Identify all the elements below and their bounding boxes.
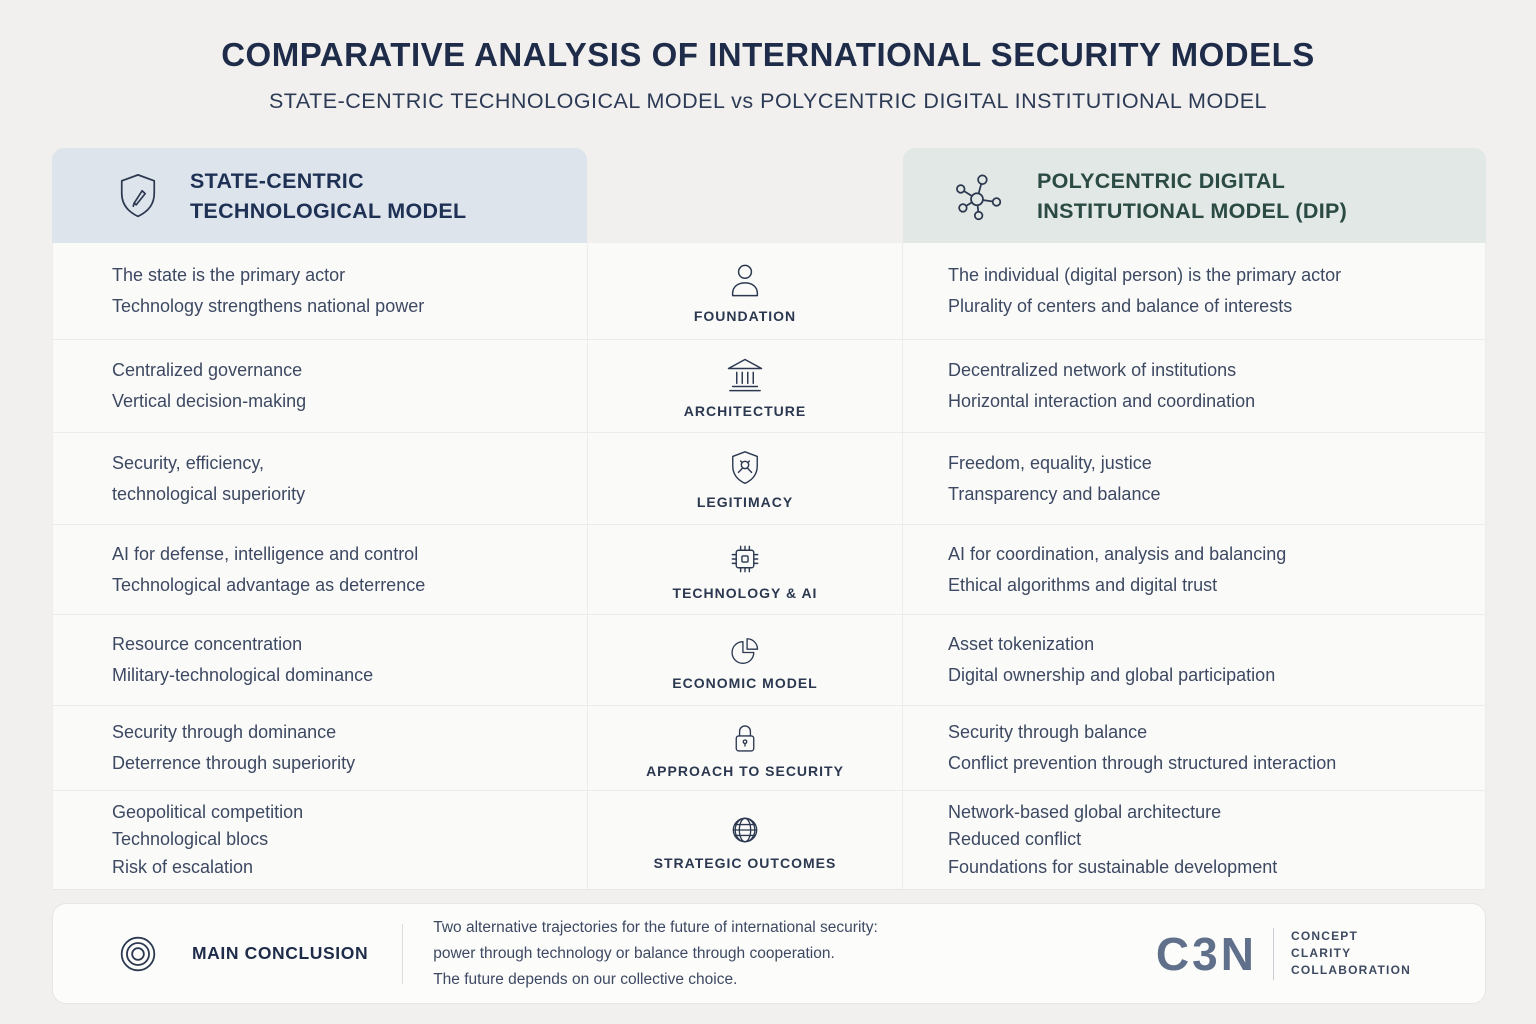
row-architecture bbox=[53, 339, 1485, 432]
right-cell: Asset tokenization Digital ownership and global participation bbox=[948, 634, 1276, 685]
page-subtitle: STATE-CENTRIC TECHNOLOGICAL MODEL vs POLYCENTRIC DIGITAL INSTITUTIONAL MODEL bbox=[268, 89, 1268, 113]
network-icon bbox=[951, 170, 1003, 222]
logo-divider bbox=[1273, 928, 1274, 980]
globe-icon bbox=[725, 810, 765, 850]
logo-wordmark: C3N bbox=[1155, 927, 1257, 980]
comparison-table bbox=[52, 148, 1486, 890]
pie-chart-icon bbox=[725, 630, 765, 670]
right-model-header bbox=[903, 148, 1486, 243]
category-label: ARCHITECTURE bbox=[683, 402, 807, 419]
row-foundation bbox=[53, 243, 1485, 339]
right-cell: The individual (digital person) is the primary actor Plurality of centers and balance of interests bbox=[948, 265, 1342, 316]
right-cell: Network-based global architecture Reduced conflict Foundations for sustainable development bbox=[948, 801, 1278, 877]
category-cell bbox=[587, 433, 903, 524]
category-cell bbox=[587, 706, 903, 790]
left-cell: Geopolitical competition Technological blocs Risk of escalation bbox=[112, 801, 304, 877]
row-technology-ai bbox=[53, 524, 1485, 614]
left-cell: Resource concentration Military-technological dominance bbox=[112, 634, 374, 685]
category-label: APPROACH TO SECURITY bbox=[646, 762, 844, 779]
conclusion-bar bbox=[52, 903, 1486, 1004]
lock-icon bbox=[725, 718, 765, 758]
right-cell: Freedom, equality, justice Transparency and balance bbox=[948, 452, 1161, 504]
row-approach-to-security bbox=[53, 705, 1485, 790]
table-header-row bbox=[52, 148, 1486, 243]
left-cell: Security through dominance Deterrence through superiority bbox=[112, 722, 356, 773]
row-legitimacy bbox=[53, 432, 1485, 524]
row-strategic-outcomes bbox=[53, 790, 1485, 889]
right-model-title: POLYCENTRIC DIGITAL INSTITUTIONAL MODEL (DIP) bbox=[1037, 168, 1348, 223]
category-label: TECHNOLOGY & AI bbox=[672, 585, 818, 601]
page-title: COMPARATIVE ANALYSIS OF INTERNATIONAL SECURITY MODELS bbox=[221, 36, 1315, 73]
right-cell: AI for coordination, analysis and balancing Ethical algorithms and digital trust bbox=[948, 543, 1287, 595]
conclusion-label: MAIN CONCLUSION bbox=[192, 943, 369, 963]
person-icon bbox=[723, 259, 767, 303]
category-label: LEGITIMACY bbox=[696, 494, 794, 510]
category-cell bbox=[587, 525, 903, 614]
table-body bbox=[52, 243, 1486, 890]
category-cell bbox=[587, 243, 903, 339]
target-icon bbox=[111, 927, 165, 981]
category-cell bbox=[587, 340, 903, 432]
logo-tagline: CONCEPT CLARITY COLLABORATION bbox=[1290, 929, 1411, 977]
left-cell: Security, efficiency, technological superiority bbox=[112, 452, 306, 504]
left-model-title: STATE-CENTRIC TECHNOLOGICAL MODEL bbox=[190, 168, 467, 223]
left-model-header bbox=[52, 148, 587, 243]
right-cell: Decentralized network of institutions Horizontal interaction and coordination bbox=[948, 360, 1256, 411]
category-label: ECONOMIC MODEL bbox=[672, 674, 818, 691]
shield-icon bbox=[112, 170, 164, 222]
header-gap bbox=[587, 148, 903, 243]
left-cell: The state is the primary actor Technology strengthens national power bbox=[112, 265, 425, 316]
category-label: STRATEGIC OUTCOMES bbox=[653, 854, 837, 871]
c3n-logo bbox=[1156, 927, 1411, 981]
left-cell: AI for defense, intelligence and control Technological advantage as deterrence bbox=[112, 543, 426, 595]
right-cell: Security through balance Conflict prevention through structured interaction bbox=[948, 722, 1337, 773]
justice-shield-icon bbox=[724, 447, 766, 489]
row-economic-model bbox=[53, 614, 1485, 705]
chip-icon bbox=[724, 538, 766, 580]
conclusion-divider bbox=[402, 924, 403, 984]
category-label: FOUNDATION bbox=[693, 307, 797, 324]
bank-icon bbox=[723, 354, 767, 398]
category-cell bbox=[587, 615, 903, 705]
category-cell bbox=[587, 791, 903, 889]
conclusion-text: Two alternative trajectories for the future of international security: power through technology or balance through cooperation. The future depends on our collective choice. bbox=[433, 918, 878, 988]
left-cell: Centralized governance Vertical decision-making bbox=[112, 360, 307, 411]
